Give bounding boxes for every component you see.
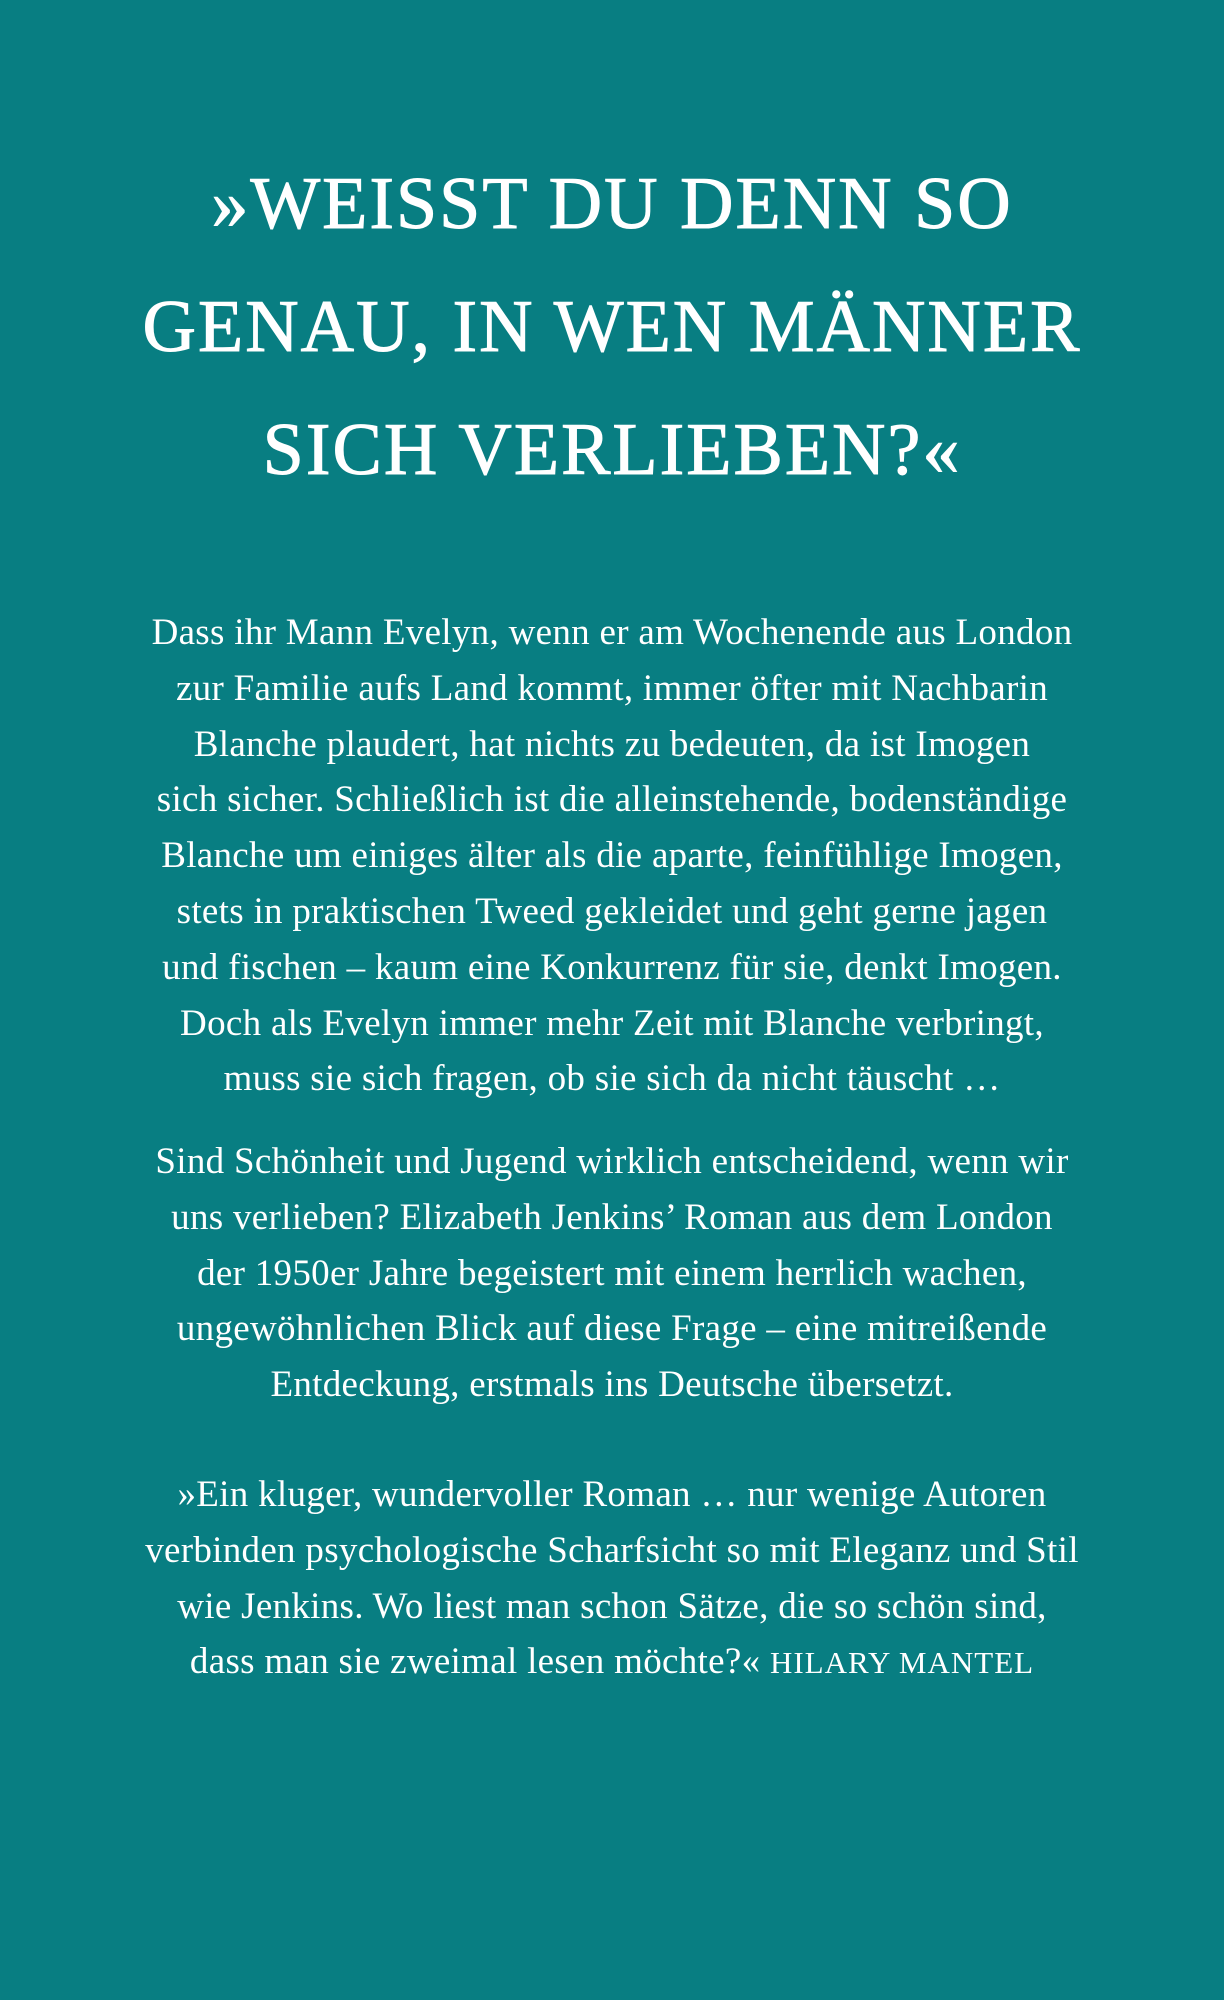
pitch-line: uns verlieben? Elizabeth Jenkins’ Roman aus dem London bbox=[171, 1196, 1053, 1238]
review-attribution: HILARY MANTEL bbox=[769, 1645, 1035, 1681]
headline-line: GENAU, IN WEN MÄNNER bbox=[142, 286, 1082, 368]
pitch-line: ungewöhnlichen Blick auf diese Frage – eine mitreißende bbox=[176, 1308, 1048, 1350]
pitch-paragraph bbox=[60, 1134, 1164, 1413]
pitch-line: der 1950er Jahre begeistert mit einem herrlich wachen, bbox=[197, 1252, 1027, 1294]
pitch-line: Entdeckung, erstmals ins Deutsche übersetzt. bbox=[270, 1364, 954, 1406]
headline-quote bbox=[60, 143, 1164, 512]
synopsis-line: und fischen – kaum eine Konkurrenz für sie, denkt Imogen. bbox=[162, 946, 1062, 988]
synopsis-line: Dass ihr Mann Evelyn, wenn er am Wochenende aus London bbox=[151, 612, 1073, 653]
headline-line: »WEISST DU DENN SO bbox=[211, 163, 1013, 245]
review-line: wie Jenkins. Wo liest man schon Sätze, die so schön sind, bbox=[177, 1585, 1047, 1627]
review-line-last bbox=[60, 1634, 1164, 1691]
synopsis-line: sich sicher. Schließlich ist die alleinstehende, bodenständige bbox=[156, 779, 1068, 821]
synopsis-line: Doch als Evelyn immer mehr Zeit mit Blanche verbringt, bbox=[180, 1002, 1044, 1044]
review-line: »Ein kluger, wundervoller Roman … nur wenige Autoren bbox=[177, 1474, 1047, 1515]
synopsis-line: Blanche um einiges älter als die aparte, feinfühlige Imogen, bbox=[161, 835, 1063, 877]
synopsis-line: muss sie sich fragen, ob sie sich da nicht täuscht … bbox=[223, 1058, 1001, 1100]
headline-line: SICH VERLIEBEN?« bbox=[262, 409, 962, 491]
review-line-text: dass man sie zweimal lesen möchte?« bbox=[189, 1641, 761, 1683]
synopsis-line: zur Familie aufs Land kommt, immer öfter mit Nachbarin bbox=[175, 667, 1049, 709]
synopsis-line: Blanche plaudert, hat nichts zu bedeuten, da ist Imogen bbox=[193, 723, 1031, 765]
review-quote bbox=[60, 1467, 1164, 1691]
pitch-line: Sind Schönheit und Jugend wirklich entscheidend, wenn wir bbox=[155, 1141, 1069, 1182]
review-line: verbinden psychologische Scharfsicht so mit Eleganz und Stil bbox=[145, 1529, 1079, 1571]
synopsis-paragraph bbox=[60, 605, 1164, 1107]
synopsis-line: stets in praktischen Tweed gekleidet und geht gerne jagen bbox=[176, 890, 1048, 932]
